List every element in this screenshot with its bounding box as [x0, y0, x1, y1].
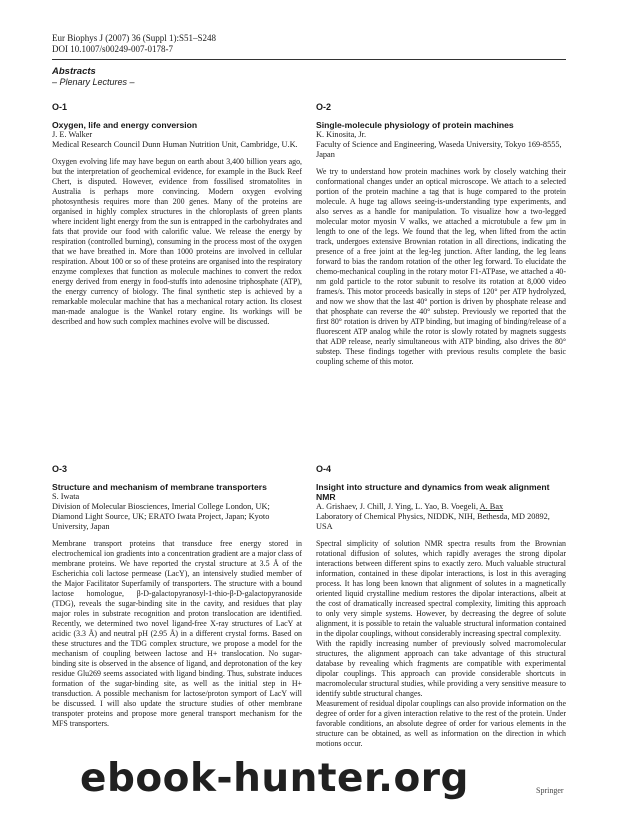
abstract-id: O-3 [52, 464, 68, 474]
abstract-title: Single-molecule physiology of protein machines [316, 120, 514, 130]
abstract-paragraph: Measurement of residual dipolar couplings can also provide information on the degree of order for a given interaction relative to the rest of the protein. Under favorable conditions, an absolute degree of order for various elements in the structure can be obtained, as well as information on the direction in which motions occur. [316, 699, 566, 748]
abstract-title: Insight into structure and dynamics from weak alignment NMR [316, 482, 550, 502]
abstract-body: Membrane transport proteins that transduce free energy stored in electrochemical ion gradients into a concentration gradient are a major class of membrane proteins. We have reported the crystal structure at 3.5 Å of the Escherichia coli lactose permease (LacY), an intensively studied member of the Major Facilitator Superfamily of transporters. The structure with a bound lactose homologue, β-D-galactopyranosyl-1-thio-β-D-galactopyranoside (TDG), reveals the sugar-binding site in the cavity, and residues that play major roles in substrate recognition and proton translocation are identified. Recently, we determined two novel ligand-free X-ray structures of LacY at acidic (3.3 Å) and neutral pH (2.95 Å) in a different crystal forms. Based on these structures and the TDG complex structure, we propose a model for the mechanism of coupling between lactose and H+ translocation. No sugar-binding site is observed in the absence of ligand, and deprotonation of the key residue Glu269 seems associated with ligand binding. Thus, substrate induces formation of the sugar-binding site, as well as the initial step in H+ transduction. A possible mechanism for lactose/proton symport of LacY will be discussed. I will also update the structure studies of other membrane transpoter proteins and propose more general transport mechanism for the MFS transporters. [52, 539, 302, 728]
abstract-paragraph: Spectral simplicity of solution NMR spectra results from the Brownian rotational diffusion of solutes, which rapidly averages the strong dipolar interactions between different spins to exactly zero. Much valuable structural information, contained in these dipolar interactions, is lost in this averaging process. It has long been known that alignment of solutes in a magnetically oriented liquid crystalline medium restores the dipolar interactions, albeit at the cost of dramatically increased spectral complexity, limiting this approach to only very simple systems. However, by decreasing the degree of solute alignment, it is possible to retain the valuable structural information contained in the dipolar couplings, without considerably increasing spectral complexity. [316, 539, 566, 638]
abstract-affiliation: Division of Molecular Biosciences, Imerial College London, UK; Diamond Light Source, UK; ERATO Iwata Project, Japan; Kyoto University, Japan [52, 502, 270, 531]
abstract-body [316, 539, 566, 749]
section-subtitle: – Plenary Lectures – [52, 77, 135, 87]
abstract-id: O-4 [316, 464, 332, 474]
abstract-authors: J. E. Walker [52, 130, 93, 139]
abstract-affiliation: Medical Research Council Dunn Human Nutrition Unit, Cambridge, U.K. [52, 140, 298, 149]
abstract-authors: K. Kinosita, Jr. [316, 130, 367, 139]
abstract-body: Oxygen evolving life may have begun on earth about 3,400 billion years ago, but the interpretation of geochemical evidence, for example in the Buck Reef Chert, is disputed. However, evidence from fossilised stromatolites in Australia is perhaps more convincing. Modern oxygen evolving photosynthesis requires more than 200 genes. Many of the proteins are organised in highly complex structures in the chloroplasts of green plants where incident light energy from the sun is entrapped in the carbohydrates and fats that provide our food with calorific value. We release the energy by respiration (controlled burning), consuming in the process most of the oxygen that we have breathed in. More than 1000 proteins are involved in cellular respiration. About 100 or so of these proteins are organised into the respiratory enzyme complexes that function as molecule machines to convert the redox energy derived from energy in food-stuffs into adenosine triphosphate (ATP), the energy currency of biology. The final synthetic step is achieved by a remarkable molecular machine that has a mechanical rotary action. Its closest man-made analogue is the Wankel rotary engine. Its workings will be described and how such complex machines evolve will be discussed. [52, 157, 302, 326]
presenting-author: A. Bax [479, 502, 504, 511]
abstract-authors: A. Grishaev, J. Chill, J. Ying, L. Yao, B. Voegeli, A. Bax [316, 502, 504, 511]
header-rule [52, 59, 566, 60]
abstract-o3 [52, 464, 302, 729]
abstract-o4 [316, 464, 566, 749]
abstract-o1 [52, 102, 302, 327]
publisher-logo: Springer [536, 786, 564, 795]
abstract-id: O-2 [316, 102, 332, 112]
abstract-authors: S. Iwata [52, 492, 80, 501]
abstract-affiliation: Laboratory of Chemical Physics, NIDDK, NIH, Bethesda, MD 20892, USA [316, 512, 550, 531]
abstract-o2 [316, 102, 566, 367]
section-title: Abstracts [52, 66, 96, 77]
abstract-paragraph: With the rapidly increasing number of previously solved macromolecular structures, the alignment approach can take advantage of this structural database by revealing which fragments are compatible with experimental dipolar couplings. This approach can provide considerable shortcuts in macromolecular structural studies, while providing a very sensitive measure to identify subtle structural changes. [316, 639, 566, 698]
abstract-body: We try to understand how protein machines work by closely watching their conformational changes under an optical microscope. We attach to a selected portion of the protein machine a tag that is huge compared to the protein molecule. A huge tag allows seeing-is-understanding type experiments, and also serves as a handle for manipulation. To visualize how a two-legged molecular motor myosin V walks, we attached a microtubule a few μm in length to one of the legs. We found that the leg, when lifted from the actin track, undergoes extensive Brownian rotation in all directions, indicating the presence of a free joint at the leg-leg junction. After landing, the leg leans forward to bias the random rotation of the other leg forward. To elucidate the chemo-mechanical coupling in the rotary motor F1-ATPase, we attached a 40-nm gold particle to the rotor subunit to resolve its rotation at 8,000 video frames/s. This motor proceeds basically in steps of 120° per ATP hydrolyzed, and now we show that the last 40° portion is driven by phosphate release and that phosphate can reverse the 40° substep. Previously we reported that the first 80° rotation is driven by ATP binding, but imaging of binding/release of a fluorescent ATP analog while the rotor is slowly rotated by magnets suggests that ADP release, nearly simultaneous with ATP binding, also drives the 80° substep. These findings together with previous results complete the basic coupling scheme of this motor. [316, 167, 566, 366]
section-heading [52, 66, 566, 88]
abstract-id: O-1 [52, 102, 68, 112]
running-header [52, 33, 216, 55]
abstract-title: Oxygen, life and energy conversion [52, 120, 198, 130]
abstract-affiliation: Faculty of Science and Engineering, Waseda University, Tokyo 169-8555, Japan [316, 140, 562, 159]
journal-citation: Eur Biophys J (2007) 36 (Suppl 1):S51–S248 [52, 33, 217, 43]
abstract-title: Structure and mechanism of membrane transporters [52, 482, 267, 492]
watermark: ebook-hunter.org [80, 756, 469, 801]
doi: DOI 10.1007/s00249-007-0178-7 [52, 44, 173, 54]
